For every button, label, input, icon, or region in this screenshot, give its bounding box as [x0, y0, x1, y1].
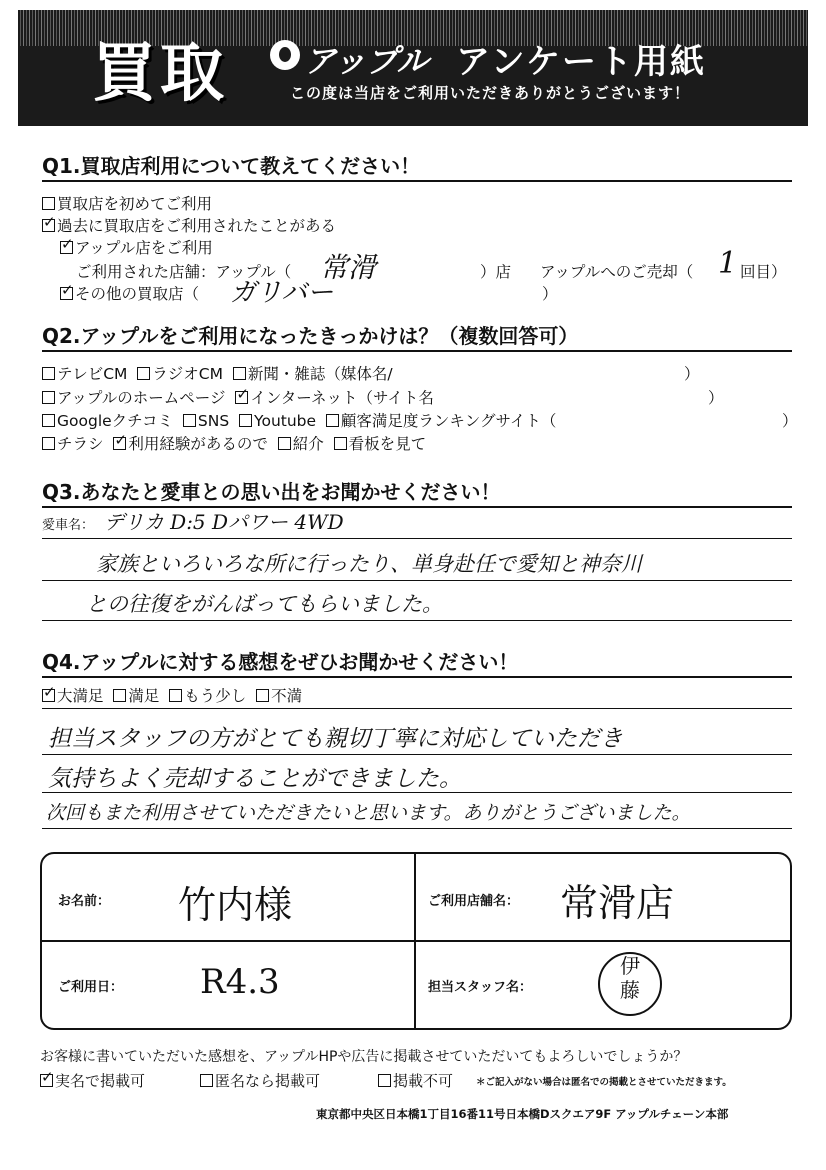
q2-row-3	[42, 409, 556, 431]
kaitori-heading: 買取	[92, 37, 228, 111]
q1-option-first[interactable]: 買取店を初めてご利用	[42, 192, 212, 214]
q4-comment-1[interactable]: 担当スタッフの方がとても親切丁寧に対応していただき	[48, 726, 623, 752]
q1-other-value[interactable]: ガリバー	[230, 278, 334, 308]
checkbox-icon[interactable]	[42, 437, 55, 450]
checkbox-checked-icon[interactable]	[113, 437, 126, 450]
q3-title: Q3.あなたと愛車との思い出をお聞かせください！	[42, 480, 501, 504]
q2-option-news[interactable]: 新聞・雑誌（媒体名/	[233, 365, 393, 383]
q4-option-satisfied[interactable]: 満足	[113, 687, 159, 705]
q1-count-value[interactable]: 1	[718, 246, 738, 281]
checkbox-icon[interactable]	[326, 414, 339, 427]
publish-option-real[interactable]: ✓実名で掲載可	[40, 1070, 145, 1091]
q4-line-3	[42, 792, 792, 793]
q2-row-2	[42, 386, 434, 408]
q2-option-ranking[interactable]: 顧客満足度ランキングサイト（	[326, 412, 556, 430]
q1-title: Q1.買取店利用について教えてください！	[42, 154, 421, 178]
checkbox-icon[interactable]	[183, 414, 196, 427]
q2-option-internet[interactable]: ✓ インターネット（サイト名	[235, 389, 434, 407]
checkbox-icon[interactable]	[42, 367, 55, 380]
checkbox-icon[interactable]	[42, 414, 55, 427]
q2-option-flyer[interactable]: チラシ	[42, 435, 104, 453]
q2-net-close: ）	[708, 389, 724, 407]
q3-car-value[interactable]: デリカ D:5 Dパワー 4WD	[104, 510, 344, 534]
q4-comment-3[interactable]: 次回もまた利用させていただきたいと思います。ありがとうございました。	[46, 802, 691, 824]
checkbox-checked-icon[interactable]	[235, 391, 248, 404]
checkbox-icon[interactable]	[42, 197, 55, 210]
q4-line-4	[42, 828, 792, 829]
checkbox-icon[interactable]	[256, 689, 269, 702]
q1-store-value[interactable]: 常滑	[320, 251, 377, 284]
q3-memory-1[interactable]: 家族といろいろな所に行ったり、単身赴任で愛知と神奈川	[96, 552, 642, 576]
thanks-message: この度は当店をご利用いただきありがとうございます！	[290, 84, 691, 102]
checkbox-icon[interactable]	[278, 437, 291, 450]
q4-line-2	[42, 754, 792, 755]
q2-news-close: ）	[684, 365, 700, 383]
q2-row-1	[42, 362, 393, 384]
checkbox-icon[interactable]	[239, 414, 252, 427]
q1-option-past[interactable]: ✓過去に買取店をご利用されたことがある	[42, 214, 336, 236]
q4-option-more[interactable]: もう少し	[169, 687, 246, 705]
staff-label: 担当スタッフ名：	[428, 980, 533, 995]
q2-option-intro[interactable]: 紹介	[278, 435, 324, 453]
q1-count-suffix: 回目）	[740, 263, 787, 281]
q1-other-suffix: ）	[542, 285, 558, 303]
q2-title: Q2.アップルをご利用になったきっかけは？（複数回答可）	[42, 324, 579, 348]
q4-rule	[42, 676, 792, 678]
q4-option-dissatisfied[interactable]: 不満	[256, 687, 302, 705]
q3-car-label: 愛車名：	[42, 518, 95, 533]
q1-rule	[42, 180, 792, 182]
q4-options	[42, 684, 302, 706]
store-name-label: ご利用店舗名：	[428, 894, 520, 909]
q3-line-3	[42, 620, 792, 621]
q1-store-label: ご利用された店舗：アップル（	[76, 263, 292, 281]
publish-option-anonymous[interactable]: 匿名なら掲載可	[200, 1070, 320, 1091]
publish-option-no[interactable]: 掲載不可	[378, 1070, 453, 1091]
publish-question: お客様に書いていただいた感想を、アップルHPや広告に掲載させていただいてもよろしいでしょうか？	[40, 1049, 688, 1065]
q2-option-tv[interactable]: テレビCM	[42, 365, 127, 383]
q2-option-radio[interactable]: ラジオCM	[137, 365, 223, 383]
q2-option-sns[interactable]: SNS	[183, 412, 229, 430]
apple-logo-icon	[270, 40, 300, 70]
customer-info-box	[40, 852, 792, 1030]
store-name-value[interactable]: 常滑店	[560, 881, 675, 925]
staff-seal-stamp: 伊 藤	[598, 952, 662, 1016]
survey-title: アンケート用紙	[456, 42, 706, 82]
q4-line-1	[42, 708, 792, 709]
q1-option-apple[interactable]: ✓アップル店をご利用	[60, 236, 213, 258]
checkbox-icon[interactable]	[233, 367, 246, 380]
company-address: 東京都中央区日本橋1丁目16番11号日本橋Dスクエア9F アップルチェーン本部	[316, 1107, 729, 1121]
q2-rule	[42, 350, 792, 352]
q2-row-4	[42, 432, 426, 454]
q1-store-suffix: ）店	[480, 263, 512, 281]
brand-name: アップル	[304, 42, 429, 80]
q2-option-homepage[interactable]: アップルのホームページ	[42, 389, 226, 407]
checkbox-icon[interactable]	[137, 367, 150, 380]
date-label: ご利用日：	[58, 980, 124, 995]
checkbox-checked-icon[interactable]	[40, 1074, 53, 1087]
checkbox-icon[interactable]	[200, 1074, 213, 1087]
q4-title: Q4.アップルに対する感想をぜひお聞かせください！	[42, 650, 519, 674]
q2-option-sign[interactable]: 看板を見て	[334, 435, 427, 453]
name-label: お名前：	[58, 894, 111, 909]
checkbox-icon[interactable]	[113, 689, 126, 702]
q3-line-1	[42, 538, 792, 539]
name-value[interactable]: 竹内様	[178, 883, 293, 927]
q3-line-2	[42, 580, 792, 581]
checkbox-icon[interactable]	[169, 689, 182, 702]
publish-note: ＊ご記入がない場合は匿名での掲載とさせていただきます。	[476, 1077, 732, 1088]
q4-option-very-satisfied[interactable]: ✓大満足	[42, 687, 104, 705]
q2-option-experience[interactable]: ✓ 利用経験があるので	[113, 435, 268, 453]
info-divider-horizontal	[42, 940, 790, 942]
q3-memory-2[interactable]: との往復をがんばってもらいました。	[86, 592, 443, 616]
checkbox-checked-icon[interactable]	[42, 219, 55, 232]
q4-comment-2[interactable]: 気持ちよく売却することができました。	[48, 766, 462, 792]
checkbox-icon[interactable]	[378, 1074, 391, 1087]
checkbox-checked-icon[interactable]	[60, 241, 73, 254]
checkbox-checked-icon[interactable]	[42, 689, 55, 702]
checkbox-icon[interactable]	[42, 391, 55, 404]
q1-count-label: アップルへのご売却（	[540, 263, 694, 281]
checkbox-checked-icon[interactable]	[60, 287, 73, 300]
q1-option-other[interactable]: ✓その他の買取店（	[60, 282, 199, 304]
q2-option-google[interactable]: Googleクチコミ	[42, 412, 173, 430]
date-value[interactable]: R4.3	[200, 962, 280, 1002]
q2-rank-close: ）	[782, 412, 798, 430]
q2-option-youtube[interactable]: Youtube	[239, 412, 316, 430]
checkbox-icon[interactable]	[334, 437, 347, 450]
